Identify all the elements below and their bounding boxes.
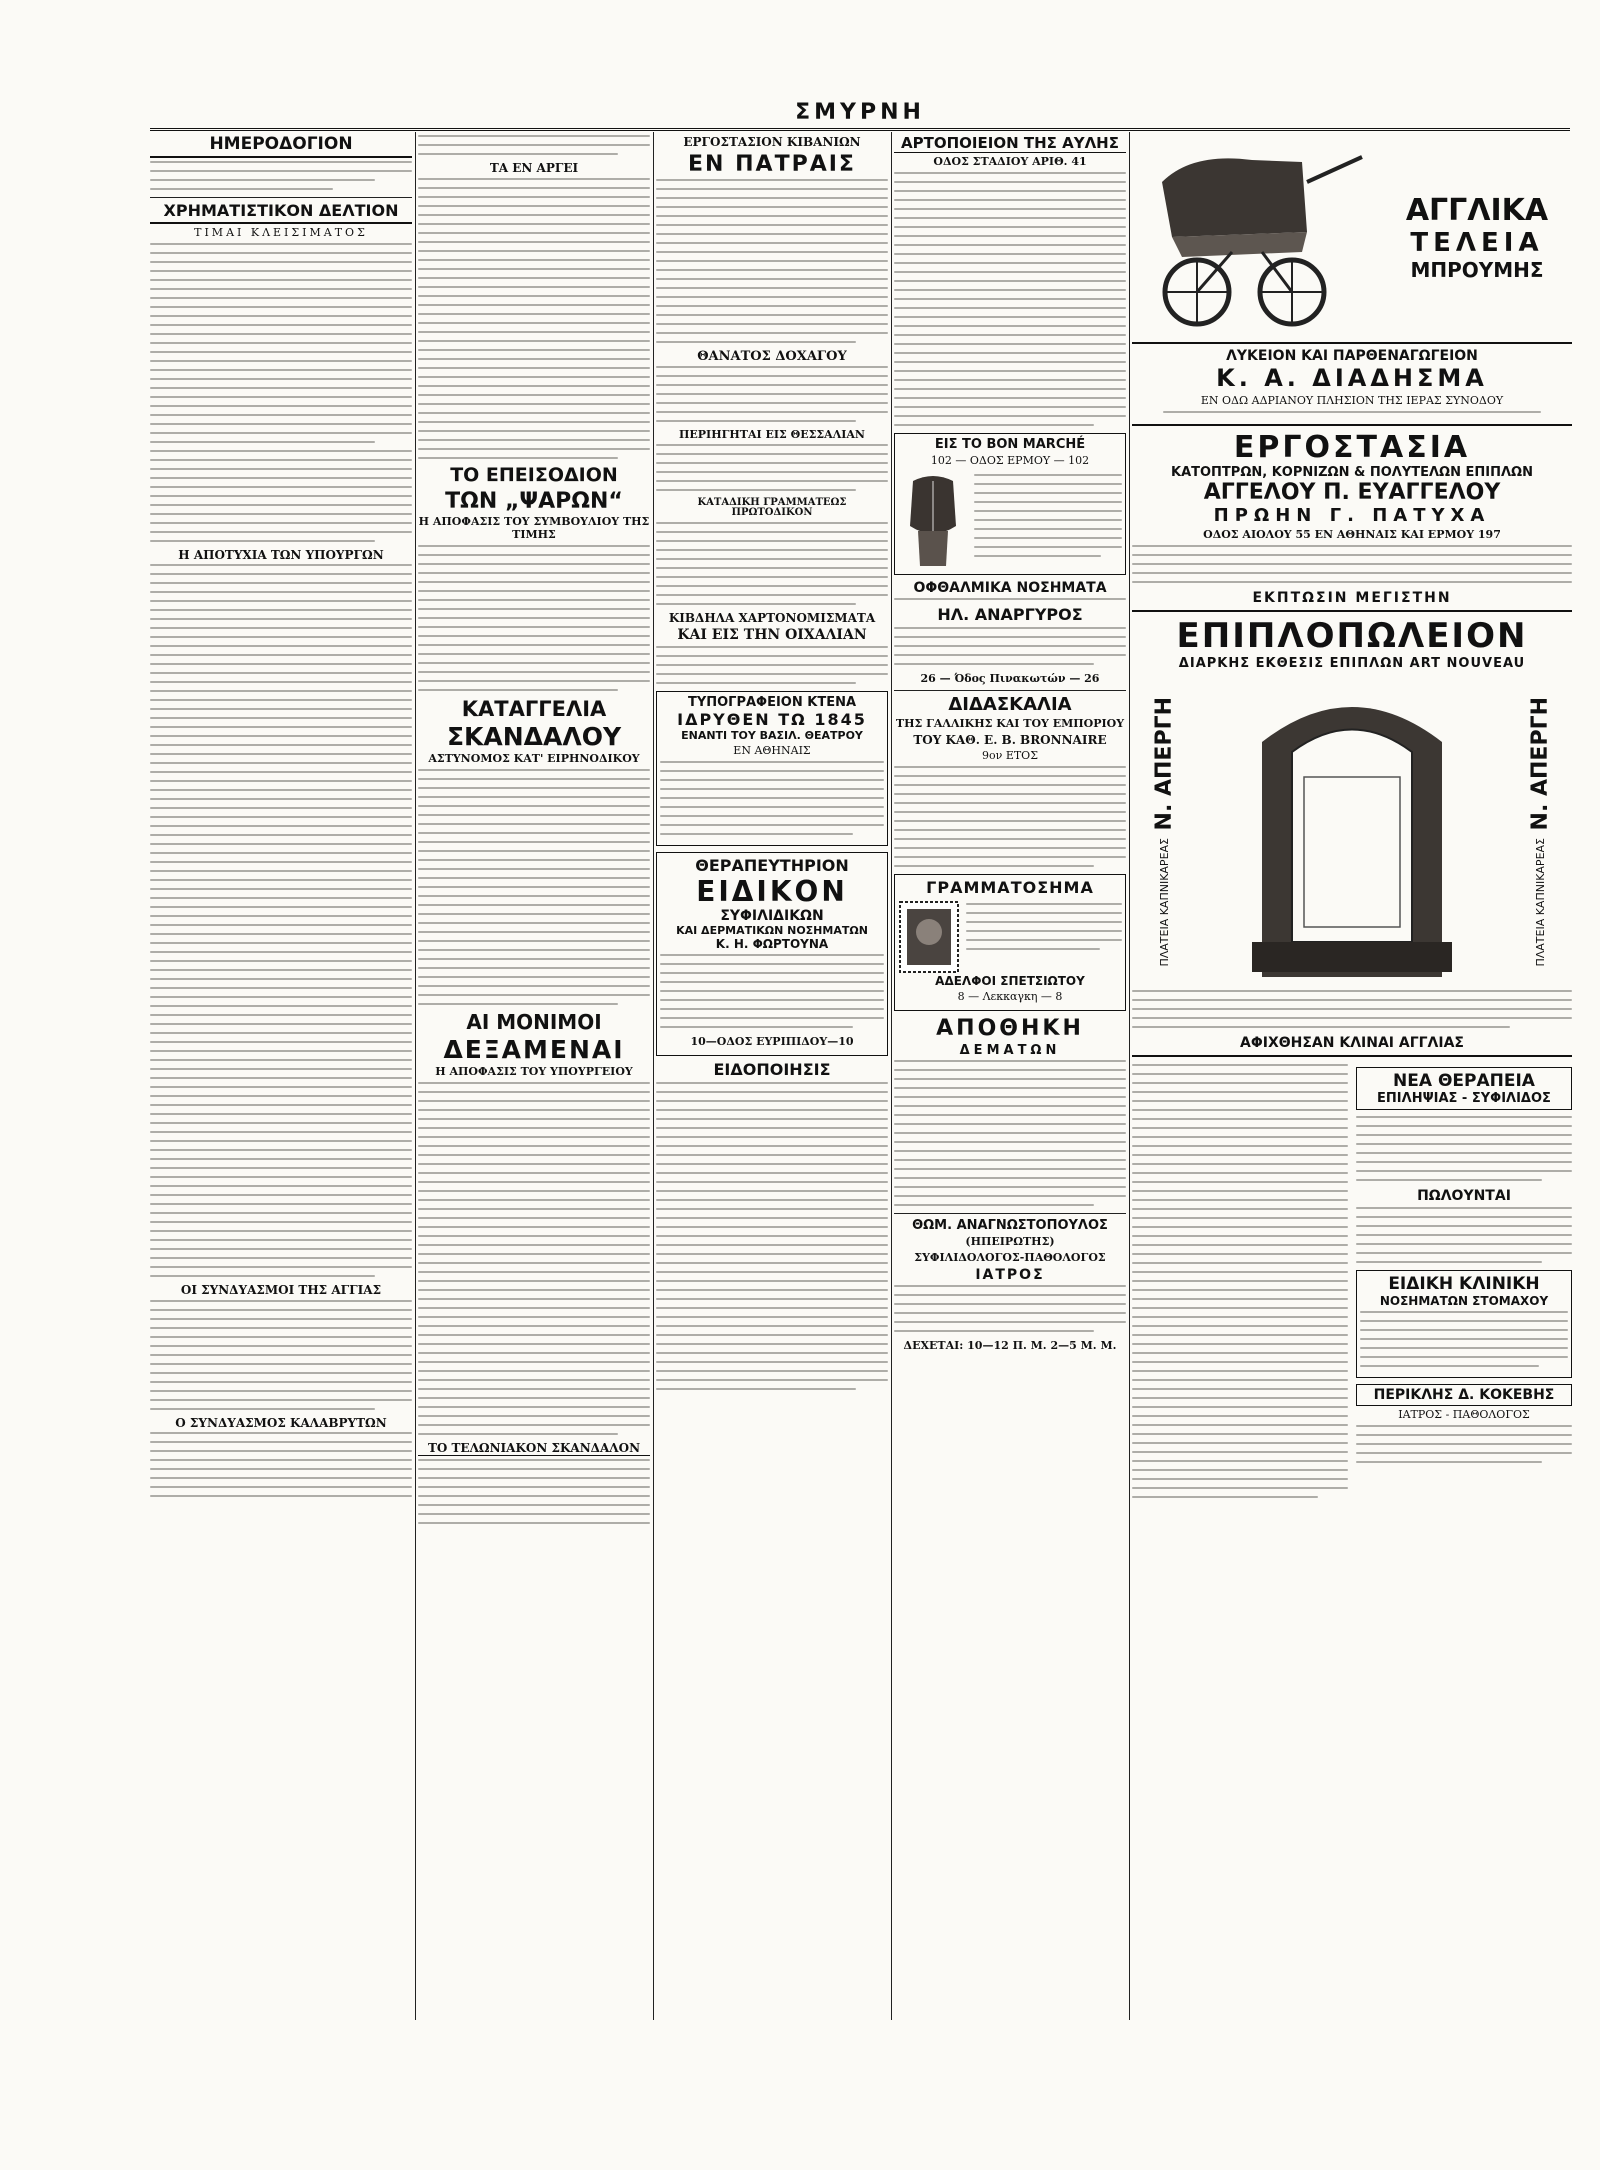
article-text <box>418 1459 650 1524</box>
headline-kalavryta-syndicate: Ο ΣΥΝΔΥΑΣΜΟΣ ΚΑΛΑΒΡΥΤΩΝ <box>175 1415 387 1430</box>
masthead <box>150 100 1570 131</box>
corset-illustration <box>898 471 968 571</box>
article-text <box>656 1082 888 1390</box>
headline-denunciation: ΚΑΤΑΓΓΕΛΙΑ <box>461 696 607 721</box>
ad-ktena-printing <box>656 691 888 846</box>
ad-factories-formerly: ΠΡΩΗΝ Γ. ΠΑΤΥΧΑ <box>1213 505 1491 526</box>
ad-bath-text <box>1132 1061 1348 1505</box>
ad-text <box>660 761 884 835</box>
article-text <box>656 179 888 343</box>
column-4 <box>894 132 1126 2020</box>
article-text <box>656 366 888 422</box>
ad-stamps <box>894 874 1126 1011</box>
column-1 <box>150 132 412 2020</box>
article-text <box>150 564 412 1277</box>
article-text <box>418 178 650 459</box>
wardrobe-illustration <box>1232 682 1472 982</box>
ad-treatment-title: ΝΕΑ ΘΕΡΑΠΕΙΑ <box>1393 1071 1535 1091</box>
ad-prams-title: ΑΓΓΛΙΚΑ <box>1405 192 1549 228</box>
ad-text <box>1356 1116 1572 1181</box>
ad-prams <box>1132 132 1572 344</box>
ad-doctor-hours: ΔΕΧΕΤΑΙ: 10—12 Π. Μ. 2—5 Μ. Μ. <box>903 1339 1117 1353</box>
ad-doctor-specialty: ΣΥΦΙΛΙΔΟΛΟΓΟΣ-ΠΑΘΟΛΟΓΟΣ <box>914 1251 1106 1265</box>
headline-clerk-sentence: ΚΑΤΑΔΙΚΗ ΓΡΑΜΜΑΤΕΩΣ ΠΡΩΤΟΔΙΚΟΝ <box>697 496 847 519</box>
ad-prams-brand: ΜΠΡΟΥΜΗΣ <box>1410 257 1544 282</box>
headline-scandal: ΣΚΑΝΔΑΛΟΥ <box>446 721 622 751</box>
ad-clinic-syphilitic: ΣΥΦΙΛΙΔΙΚΩΝ <box>720 908 824 925</box>
ad-lyceum <box>1132 344 1572 426</box>
ad-bakery-address: ΟΔΟΣ ΣΤΑΔΙΟΥ ΑΡΙΘ. 41 <box>933 154 1087 168</box>
ad-lessons-subject: ΤΗΣ ΓΑΛΛΙΚΗΣ ΚΑΙ ΤΟΥ ΕΜΠΟΡΙΟΥ <box>895 717 1125 731</box>
ad-text <box>1132 990 1572 1028</box>
ad-text <box>1360 1311 1568 1367</box>
ad-stomach-clinic <box>1356 1270 1572 1378</box>
article-text <box>418 135 650 155</box>
ad-furniture-name-right: Ν. ΑΠΕΡΓΗ <box>1527 697 1553 831</box>
pram-illustration <box>1132 142 1382 332</box>
subheading-honor-council: Η ΑΠΟΦΑΣΙΣ ΤΟΥ ΣΥΜΒΟΥΛΙΟΥ ΤΗΣ ΤΙΜΗΣ <box>418 514 650 541</box>
ad-ophthalmic-address: 26 — Όδος Πινακωτών — 26 <box>920 672 1100 686</box>
ad-furniture-name-left: Ν. ΑΠΕΡΓΗ <box>1151 697 1177 831</box>
ad-ktena-founded: ΙΔΡΥΘΕΝ ΤΩ 1845 <box>677 710 867 730</box>
ad-text <box>974 474 1122 567</box>
column-rule <box>415 132 416 2020</box>
headline-patras: ΕΝ ΠΑΤΡΑΙΣ <box>688 151 856 177</box>
ad-text <box>1356 1207 1572 1263</box>
ad-bakery-title: ΑΡΤΟΠΟΙΕΙΟΝ ΤΗΣ ΑΥΛΗΣ <box>894 136 1126 153</box>
ad-furniture-exhibition: ΔΙΑΡΚΗΣ ΕΚΘΕΣΙΣ ΕΠΙΠΛΩΝ ART NOUVEAU <box>1178 656 1526 671</box>
column-5 <box>1132 132 1572 2020</box>
ad-bon-marche-address: 102 — ΟΔΟΣ ΕΡΜΟΥ — 102 <box>930 453 1090 467</box>
article-text <box>656 522 888 605</box>
ad-doctor-name: ΘΩΜ. ΑΝΑΓΝΩΣΤΟΠΟΥΛΟΣ <box>912 1218 1108 1234</box>
ad-doctor-title: ΙΑΤΡΟΣ <box>975 1266 1045 1283</box>
lower-ads <box>1132 1061 1572 1505</box>
ad-bon-marche <box>894 433 1126 575</box>
masthead-title: ΣΜΥΡΝΗ <box>795 100 925 125</box>
ad-clinic-address: 10—ΟΔΟΣ ΕΥΡΙΠΙΔΟΥ—10 <box>690 1035 854 1049</box>
headline-ministers-failure: Η ΑΠΟΤΥΧΙΑ ΤΩΝ ΥΠΟΥΡΓΩΝ <box>178 547 384 562</box>
ad-furniture-beds: ΑΦΙΧΘΗΣΑΝ ΚΛΙΝΑΙ ΑΓΓΛΙΑΣ <box>1240 1035 1464 1051</box>
headline-oichalia: ΚΑΙ ΕΙΣ ΤΗΝ ΟΙΧΑΛΙΑΝ <box>677 627 867 644</box>
calendar-text <box>150 161 412 190</box>
article-text <box>656 646 888 684</box>
headline-syndicates-aggias: ΟΙ ΣΥΝΔΥΑΣΜΟΙ ΤΗΣ ΑΓΓΙΑΣ <box>180 1283 382 1298</box>
ad-doctor-origin: (ΗΠΕΙΡΩΤΗΣ) <box>965 1235 1055 1249</box>
headline-incident: ΤΟ ΕΠΕΙΣΟΔΙΟΝ <box>450 463 618 486</box>
headline-calendar: ΗΜΕΡΟΔΟΓΙΟΝ <box>150 136 412 158</box>
ad-stomach-title: ΕΙΔΙΚΗ ΚΛΙΝΙΚΗ <box>1388 1274 1540 1294</box>
ad-treatment-conditions: ΕΠΙΛΗΨΙΑΣ - ΣΥΦΙΛΙΔΟΣ <box>1377 1091 1551 1106</box>
ad-ktena-location: ΕΝΑΝΤΙ ΤΟΥ ΒΑΣΙΛ. ΘΕΑΤΡΟΥ <box>681 729 863 743</box>
headline-box-factory: ΕΡΓΟΣΤΑΣΙΟΝ ΚΙΒΑΝΙΩΝ <box>683 135 861 149</box>
subheading-ministry-decision: Η ΑΠΟΦΑΣΙΣ ΤΟΥ ΥΠΟΥΡΓΕΙΟΥ <box>435 1065 633 1079</box>
headline-reservoirs: ΔΕΞΑΜΕΝΑΙ <box>443 1034 625 1064</box>
ad-text <box>660 954 884 1028</box>
column-2 <box>418 132 650 2020</box>
article-text <box>150 1300 412 1410</box>
ad-clinic-doctor: Κ. Η. ΦΩΡΤΟΥΝΑ <box>715 937 829 952</box>
ad-text <box>1163 411 1541 413</box>
ad-text <box>894 627 1126 665</box>
headline-stock-bulletin: ΧΡΗΜΑΤΙΣΤΙΚΟΝ ΔΕΛΤΙΟΝ <box>150 203 412 224</box>
article-text <box>150 450 412 542</box>
column-rule <box>1129 132 1130 2020</box>
column-rule <box>891 132 892 2020</box>
ad-text <box>1132 1064 1348 1498</box>
headline-death-lieutenant: ΘΑΝΑΤΟΣ ΔΟΧΑΓΟΥ <box>697 348 847 364</box>
ad-ophthalmic-title: ΟΦΘΑΛΜΙΚΑ ΝΟΣΗΜΑΤΑ <box>913 579 1107 596</box>
ad-factories-title: ΕΡΓΟΣΤΑΣΙΑ <box>1233 430 1471 465</box>
ad-clinic <box>656 852 888 1056</box>
stamp-illustration <box>898 900 960 974</box>
headline-counterfeit-notes: ΚΙΒΔΗΛΑ ΧΑΡΤΟΝΟΜΙΣΜΑΤΑ <box>668 610 876 625</box>
stock-table <box>150 243 412 443</box>
ad-prams-perfect: ΤΕΛΕΙΑ <box>1410 227 1544 258</box>
article-text <box>150 1432 412 1497</box>
ad-treatment-box <box>1356 1067 1572 1110</box>
ad-text <box>894 1060 1126 1206</box>
ad-warehouse-parcels: ΔΕΜΑΤΩΝ <box>959 1042 1061 1058</box>
ad-text <box>894 1285 1126 1332</box>
headline-customs-scandal: ΤΟ ΤΕΛΩΝΙΑΚΟΝ ΣΚΑΝΔΑΛΟΝ <box>418 1442 650 1456</box>
ad-treatment-sold: ΠΩΛΟΥΝΤΑΙ <box>1417 1188 1511 1204</box>
ad-kokevis-title: ΙΑΤΡΟΣ - ΠΑΘΟΛΟΓΟΣ <box>1398 1408 1530 1421</box>
ad-ophthalmic-doctor: ΗΛ. ΑΝΑΡΓΥΡΟΣ <box>937 605 1083 625</box>
ad-stamps-seller: ΑΔΕΛΦΟΙ ΣΠΕΤΣΙΩΤΟΥ <box>935 973 1085 988</box>
ad-ktena-title: ΤΥΠΟΓΡΑΦΕΙΟΝ ΚΤΕΝΑ <box>687 695 857 711</box>
headline-argos: ΤΑ ΕΝ ΑΡΓΕΙ <box>489 161 579 175</box>
headline-travelers-thessaly: ΠΕΡΙΗΓΗΤΑΙ ΕΙΣ ΘΕΣΣΑΛΙΑΝ <box>679 428 865 442</box>
ad-warehouse-title: ΑΠΟΘΗΚΗ <box>936 1015 1084 1041</box>
ad-lyceum-name: Κ. Α. ΔΙΑΔΗΣΜΑ <box>1216 364 1488 392</box>
ad-lyceum-address: ΕΝ ΟΔΩ ΑΔΡΙΑΝΟΥ ΠΛΗΣΙΟΝ ΤΗΣ ΙΕΡΑΣ ΣΥΝΟΔΟΥ <box>1200 394 1504 407</box>
ad-furniture <box>1132 612 1572 1057</box>
article-text <box>418 1082 650 1435</box>
ad-furniture-place-right: ΠΛΑΤΕΙΑ ΚΑΠΝΙΚΑΡΕΑΣ <box>1533 838 1547 967</box>
ad-text <box>966 903 1122 970</box>
headline-permanent: ΑΙ ΜΟΝΙΜΟΙ <box>466 1009 602 1034</box>
ad-text <box>1132 545 1572 583</box>
ad-factories-address: ΟΔΟΣ ΑΙΟΛΟΥ 55 ΕΝ ΑΘΗΝΑΙΣ ΚΑΙ ΕΡΜΟΥ 197 <box>1203 528 1501 541</box>
ad-kokevis-name: ΠΕΡΙΚΛΗΣ Δ. ΚΟΚΕΒΗΣ <box>1356 1384 1572 1406</box>
article-text <box>418 769 650 1005</box>
ad-stomach-subtitle: ΝΟΣΗΜΑΤΩΝ ΣΤΟΜΑΧΟΥ <box>1379 1294 1549 1308</box>
ad-furniture-title: ΕΠΙΠΛΟΠΩΛΕΙΟΝ <box>1176 616 1528 656</box>
article-text <box>656 444 888 491</box>
ad-factories-discount: ΕΚΠΤΩΣΙΝ ΜΕΓΙΣΤΗΝ <box>1252 590 1452 606</box>
ad-stamps-address: 8 — Λεκκαγκη — 8 <box>957 989 1063 1003</box>
ad-treatment <box>1356 1061 1572 1505</box>
ad-clinic-title: ΘΕΡΑΠΕΥΤΗΡΙΟΝ <box>695 856 849 876</box>
ad-furniture-place-left: ΠΛΑΤΕΙΑ ΚΑΠΝΙΚΑΡΕΑΣ <box>1157 838 1171 967</box>
subheading-closing-prices: ΤΙΜΑΙ ΚΛΕΙΣΙΜΑΤΟΣ <box>194 225 368 239</box>
column-rule <box>653 132 654 2020</box>
headline-notices: ΕΙΔΟΠΟΙΗΣΙΣ <box>713 1060 831 1080</box>
ad-factories-products: ΚΑΤΟΠΤΡΩΝ, ΚΟΡΝΙΖΩΝ & ΠΟΛΥΤΕΛΩΝ ΕΠΙΠΛΩΝ <box>1171 465 1533 480</box>
ad-lessons-year: 9ον ΕΤΟΣ <box>982 748 1038 762</box>
ad-ktena-city: ΕΝ ΑΘΗΝΑΙΣ <box>733 744 811 758</box>
ad-text <box>894 598 1126 600</box>
column-3 <box>656 132 888 2020</box>
ad-text <box>894 172 1126 426</box>
ad-lessons-title: ΔΙΔΑΣΚΑΛΙΑ <box>948 694 1072 716</box>
ad-bon-marche-title: ΕΙΣ ΤΟ BON MARCHÉ <box>934 436 1086 452</box>
ad-stamps-title: ΓΡΑΜΜΑΤΟΣΗΜΑ <box>926 877 1094 897</box>
article-text <box>418 545 650 691</box>
ad-clinic-dermatology: ΚΑΙ ΔΕΡΜΑΤΙΚΩΝ ΝΟΣΗΜΑΤΩΝ <box>676 924 868 938</box>
ad-clinic-special: ΕΙΔΙΚΟΝ <box>696 875 848 909</box>
ad-factories <box>1132 426 1572 612</box>
ad-text <box>894 766 1126 867</box>
subheading-police-vs-justice: ΑΣΤΥΝΟΜΟΣ ΚΑΤ' ΕΙΡΗΝΟΔΙΚΟΥ <box>428 751 640 765</box>
ad-lyceum-title: ΛΥΚΕΙΟΝ ΚΑΙ ΠΑΡΘΕΝΑΓΩΓΕΙΟΝ <box>1226 348 1478 364</box>
headline-psara: ΤΩΝ „ΨΑΡΩΝ“ <box>445 488 623 514</box>
ad-lessons-teacher: ΤΟΥ ΚΑΘ. Ε. Β. BRONNAIRE <box>913 733 1107 748</box>
ad-text <box>1356 1425 1572 1463</box>
ad-factories-owner: ΑΓΓΕΛΟΥ Π. ΕΥΑΓΓΕΛΟΥ <box>1203 480 1501 505</box>
